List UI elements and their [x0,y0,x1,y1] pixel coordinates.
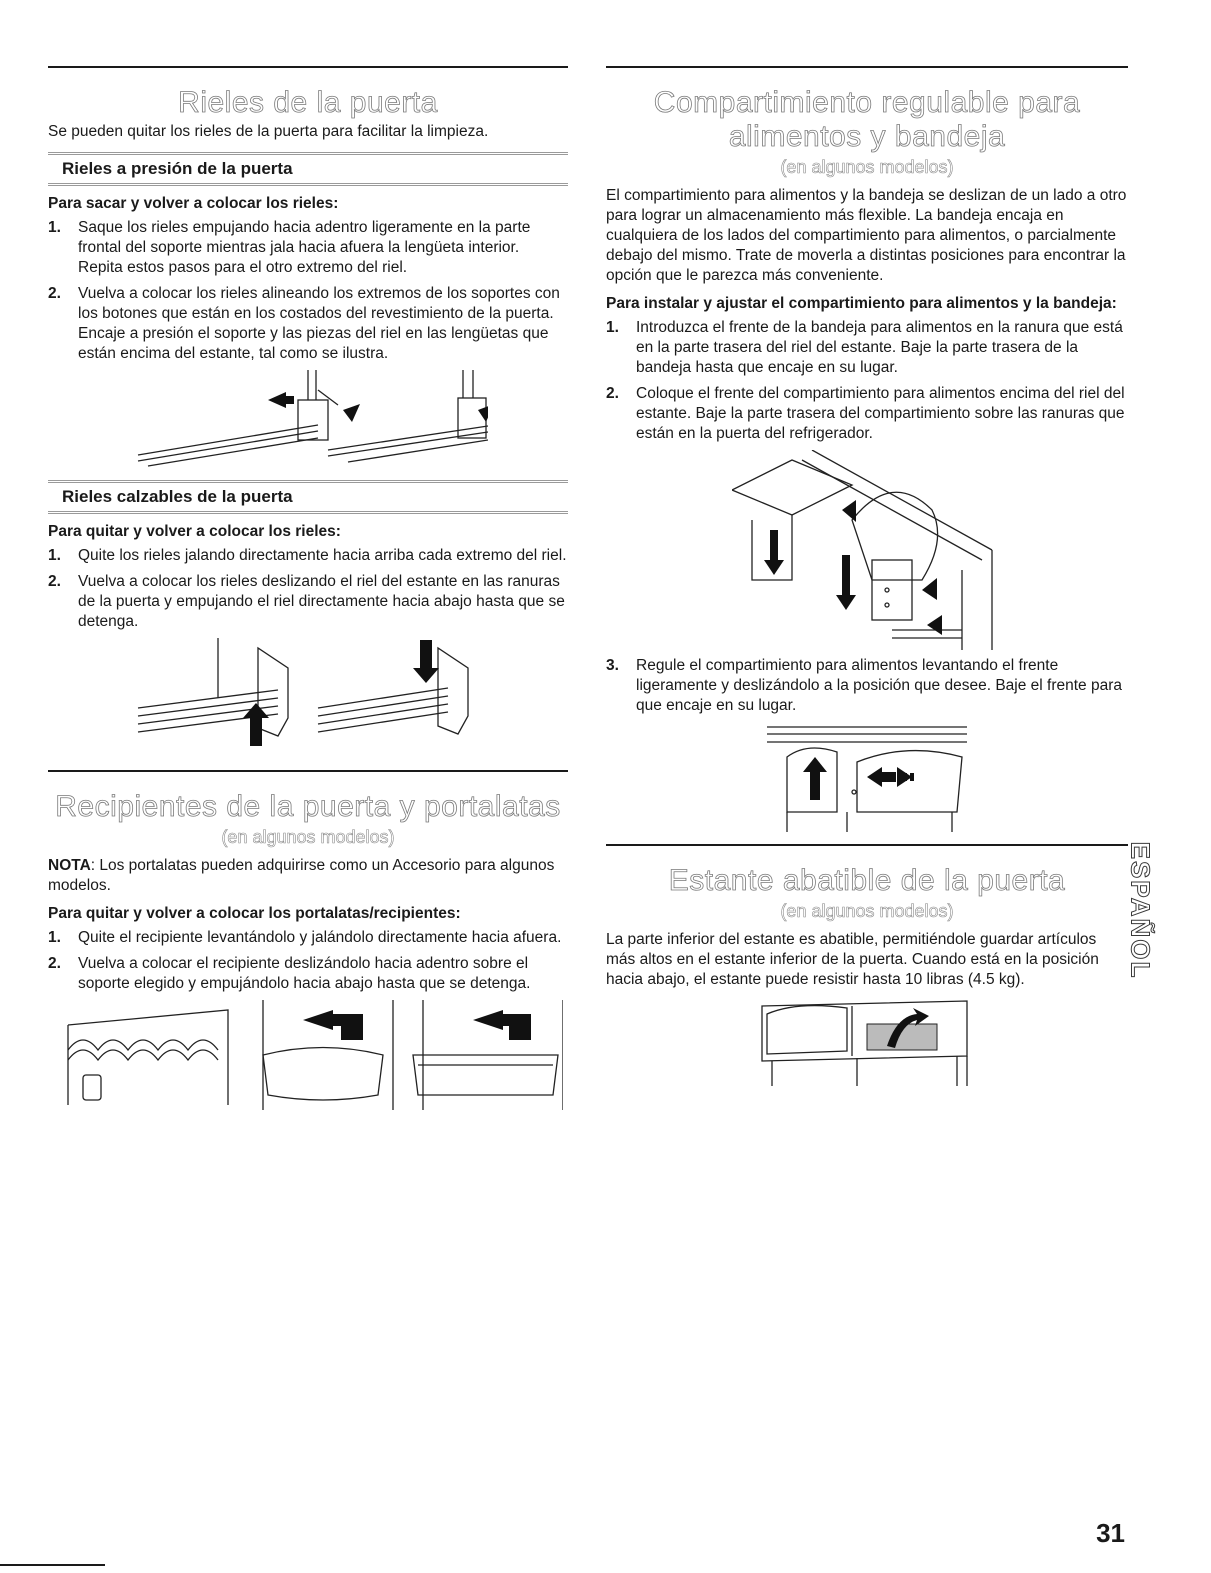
slide-in-rail-illustration [128,638,488,758]
flip-shelf-illustration [757,996,977,1086]
instruction-heading: Para quitar y volver a colocar los portalatas/recipientes: [48,905,461,922]
step-item: 1. Introduzca el frente de la bandeja para alimentos en la ranura que está en la parte trasera del riel del estante. Baje la parte trasera de la bandeja hasta que encaje en su lugar. [606,319,1123,376]
section-rule [606,844,1128,846]
step-item: 2. Coloque el frente del compartimiento para alimentos encima del riel del estante. Baje la parte trasera del compartimiento sobre las ranuras que están en la puerta del refrigerador. [606,385,1125,442]
flip-shelf-intro: La parte inferior del estante es abatible, permitiéndole guardar artículos más altos en el estante inferior de la puerta. Cuando está en la posición hacia abajo, el estante puede resistir hasta 10 libras (4.5 kg). [606,931,1099,988]
right-column [606,66,1128,1092]
steps-list [606,318,1128,444]
snap-on-rail-illustration [128,370,488,470]
section-title-food-compartment: Compartimiento regulable para [653,86,1081,119]
step-item: 1. Quite los rieles jalando directamente hacia arriba cada extremo del riel. [48,547,567,564]
food-compartment-illustration [732,450,1002,650]
section-rule [48,66,568,68]
steps-list [48,928,568,994]
door-bins-illustration [53,1000,563,1110]
steps-list [606,656,1128,716]
left-column [48,66,568,1116]
subsection-slide-in-rails: Rieles calzables de la puerta [48,480,568,514]
section-title-flip-shelf: Estante abatible de la puerta [668,864,1066,897]
section-subtitle: (en algunos modelos) [780,157,954,177]
note-text: : Los portalatas pueden adquirirse como un Accesorio para algunos modelos. [48,857,555,894]
note-label: NOTA [48,857,91,874]
instruction-heading: Para quitar y volver a colocar los rieles: [48,523,341,540]
language-side-tab: ESPAÑOL [1125,841,1156,979]
subsection-snap-on-rails: Rieles a presión de la puerta [48,152,568,186]
section-title-door-bins: Recipientes de la puerta y portalatas [55,790,561,823]
section-rule [48,770,568,772]
compartment-adjust-illustration [767,722,967,832]
section-rule [606,66,1128,68]
instruction-heading: Para sacar y volver a colocar los rieles: [48,195,339,212]
section-title-door-rails: Rieles de la puerta [178,86,438,119]
page-number: 31 [1096,1518,1125,1548]
section-subtitle: (en algunos modelos) [780,901,954,921]
section-subtitle: (en algunos modelos) [221,827,395,847]
step-item: 3. Regule el compartimiento para alimentos levantando el frente ligeramente y deslizándolo a la posición que desee. Baje el frente para que encaje en su lugar. [606,657,1122,714]
step-item: 1. Saque los rieles empujando hacia adentro ligeramente en la parte frontal del soporte mientras jala hacia afuera la lengüeta interior. Repita estos pasos para el otro extremo del riel. [48,219,531,276]
section-title-food-compartment-line2: alimentos y bandeja [728,120,1006,153]
note-paragraph [48,856,568,896]
step-item: 1. Quite el recipiente levantándolo y jalándolo directamente hacia afuera. [48,929,562,946]
door-rails-intro: Se pueden quitar los rieles de la puerta para facilitar la limpieza. [48,123,489,140]
footer-rule [0,1564,105,1566]
step-item: 2. Vuelva a colocar los rieles deslizando el riel del estante en las ranuras de la puerta y empujando el riel directamente hacia abajo hasta que se detenga. [48,573,565,630]
step-item: 2. Vuelva a colocar los rieles alineando los extremos de los soportes con los botones que están en los costados del revestimiento de la puerta. Encaje a presión el soporte y las piezas del riel en las lengüetas que están encima del estante, tal como se ilustra. [48,285,560,362]
step-item: 2. Vuelva a colocar el recipiente deslizándolo hacia adentro sobre el soporte elegido y empujándolo hacia abajo hasta que se detenga. [48,955,531,992]
steps-list [48,218,568,364]
instruction-heading: Para instalar y ajustar el compartimiento para alimentos y la bandeja: [606,295,1117,312]
steps-list [48,546,568,632]
food-compartment-intro: El compartimiento para alimentos y la bandeja se deslizan de un lado a otro para lograr un almacenamiento más flexible. La bandeja encaja en cualquiera de los lados del compartimiento para alimentos, o parcialmente debajo del mismo. Trate de moverla a distintas posiciones para encontrar la opción que le parezca más conveniente. [606,187,1127,284]
